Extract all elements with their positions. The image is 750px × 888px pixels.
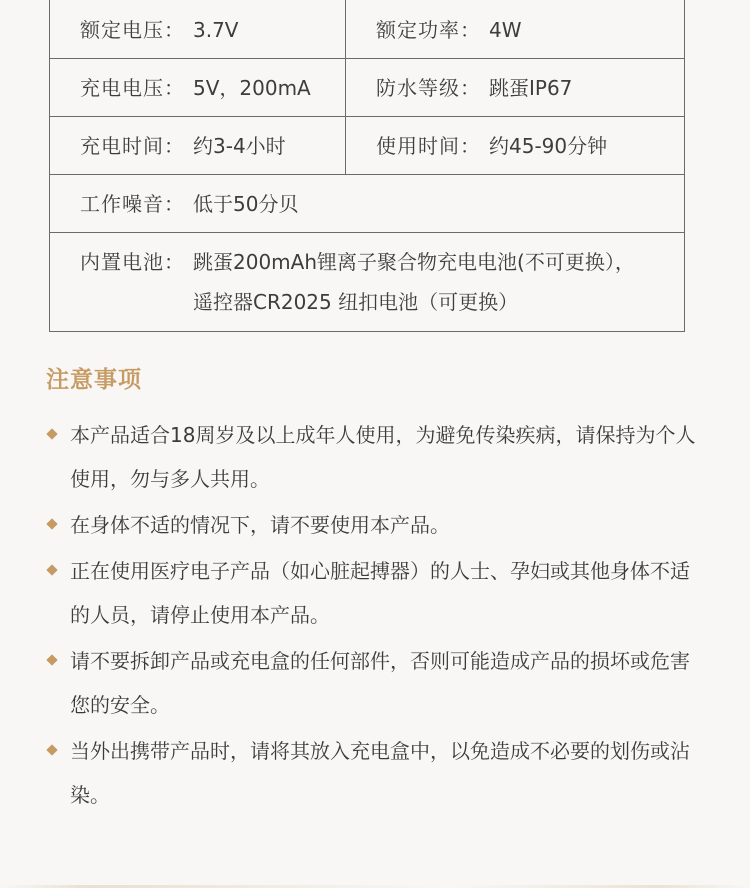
notice-text: 在身体不适的情况下，请不要使用本产品。	[70, 513, 450, 537]
diamond-bullet-icon	[46, 744, 57, 755]
spec-row	[50, 0, 685, 59]
diamond-bullet-icon	[46, 654, 57, 665]
notice-title: 注意事项	[46, 367, 142, 393]
spec-value: 约45-90分钟	[489, 133, 608, 158]
spec-cell-noise	[50, 175, 685, 233]
spec-label: 额定功率：	[376, 17, 481, 42]
spec-cell-rated-voltage	[50, 0, 346, 59]
spec-cell-rated-power	[346, 0, 685, 59]
notice-text: 正在使用医疗电子产品（如心脏起搏器）的人士、孕妇或其他身体不适的人员，请停止使用本产品。	[70, 559, 690, 627]
spec-label: 防水等级：	[376, 75, 481, 100]
spec-cell-charge-time	[50, 117, 346, 175]
diamond-bullet-icon	[46, 518, 57, 529]
diamond-bullet-icon	[46, 428, 57, 439]
notice-text: 本产品适合18周岁及以上成年人使用，为避免传染疾病，请保持为个人使用，勿与多人共用。	[70, 423, 696, 491]
notice-item	[46, 413, 706, 501]
spec-label: 工作噪音：	[80, 191, 185, 216]
spec-cell-battery	[50, 233, 685, 332]
notice-item	[46, 729, 706, 817]
notice-item	[46, 549, 706, 637]
notice-list	[46, 413, 706, 819]
spec-table	[49, 0, 685, 332]
spec-label: 额定电压：	[80, 17, 185, 42]
spec-value: 低于50分贝	[193, 191, 299, 216]
spec-value: 跳蛋IP67	[489, 75, 573, 100]
spec-value: 3.7V	[193, 17, 239, 42]
notice-item	[46, 639, 706, 727]
spec-row	[50, 59, 685, 117]
spec-label: 充电时间：	[80, 133, 185, 158]
spec-value: 5V，200mA	[193, 75, 311, 100]
notice-text: 请不要拆卸产品或充电盒的任何部件，否则可能造成产品的损坏或危害您的安全。	[70, 649, 690, 717]
spec-cell-charge-voltage	[50, 59, 346, 117]
notice-item	[46, 503, 706, 547]
spec-value: 跳蛋200mAh锂离子聚合物充电电池(不可更换），	[193, 250, 635, 274]
spec-row	[50, 175, 685, 233]
spec-cell-waterproof	[346, 59, 685, 117]
spec-value: 约3-4小时	[193, 133, 286, 158]
spec-label: 充电电压：	[80, 75, 185, 100]
notice-text: 当外出携带产品时，请将其放入充电盒中，以免造成不必要的划伤或沾染。	[70, 739, 690, 807]
spec-row	[50, 117, 685, 175]
spec-value: 4W	[489, 17, 522, 42]
spec-label: 内置电池：	[80, 250, 185, 274]
diamond-bullet-icon	[46, 564, 57, 575]
spec-row	[50, 233, 685, 332]
spec-value-continued: 遥控器CR2025 纽扣电池（可更换）	[193, 290, 519, 314]
spec-cell-use-time	[346, 117, 685, 175]
spec-label: 使用时间：	[376, 133, 481, 158]
